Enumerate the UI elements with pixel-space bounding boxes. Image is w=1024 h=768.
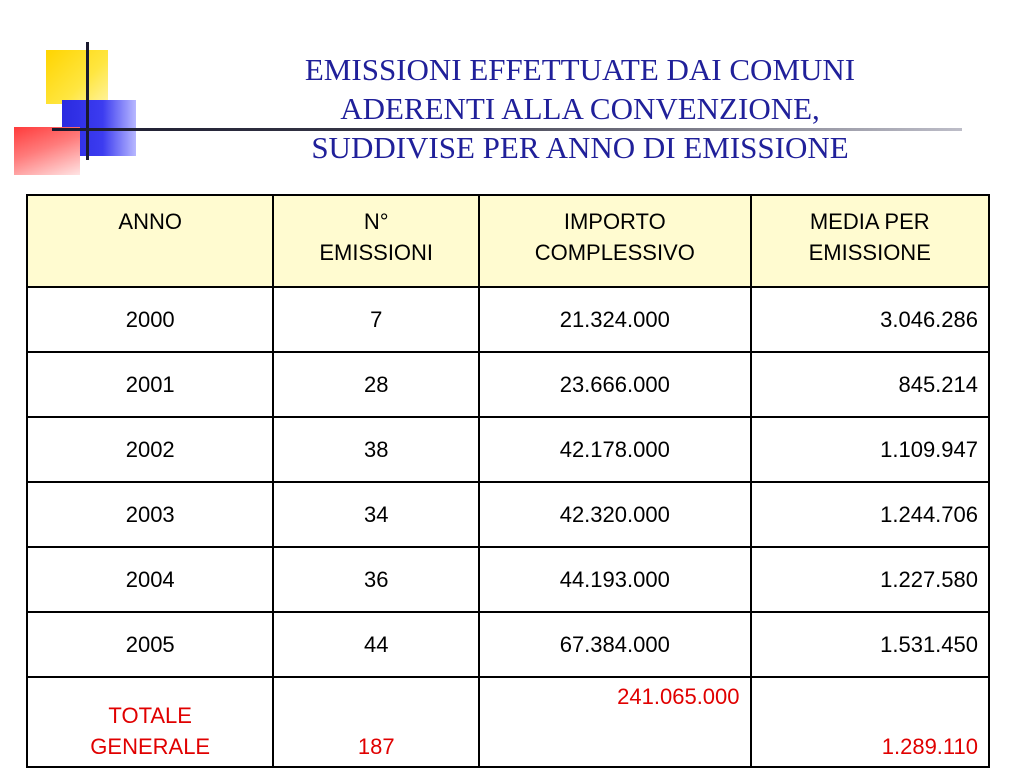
cell-anno: 2000 (27, 287, 273, 352)
cell-emissioni: 7 (273, 287, 479, 352)
total-importo: 241.065.000 (479, 677, 751, 767)
title-line-1: EMISSIONI EFFETTUATE DAI COMUNI (304, 52, 856, 87)
table-row (27, 612, 989, 677)
total-row (27, 677, 989, 767)
header-emissioni: N° EMISSIONI (273, 195, 479, 287)
table-row (27, 352, 989, 417)
header-importo: IMPORTO COMPLESSIVO (479, 195, 751, 287)
cell-anno: 2003 (27, 482, 273, 547)
cell-media: 3.046.286 (751, 287, 989, 352)
decor-yellow-square (46, 50, 108, 104)
header-anno: ANNO (27, 195, 273, 287)
cell-importo: 67.384.000 (479, 612, 751, 677)
cell-media: 845.214 (751, 352, 989, 417)
table-header-row (27, 195, 989, 287)
cell-media: 1.227.580 (751, 547, 989, 612)
cell-anno: 2004 (27, 547, 273, 612)
decor-red-square (14, 127, 80, 175)
table-row (27, 417, 989, 482)
total-label: TOTALE GENERALE (27, 677, 273, 767)
cell-anno: 2001 (27, 352, 273, 417)
cell-importo: 23.666.000 (479, 352, 751, 417)
cell-emissioni: 28 (273, 352, 479, 417)
title-line-2: ADERENTI ALLA CONVENZIONE, (340, 91, 820, 126)
cell-importo: 44.193.000 (479, 547, 751, 612)
cell-importo: 42.178.000 (479, 417, 751, 482)
decor-vertical-line (86, 42, 89, 160)
cell-media: 1.109.947 (751, 417, 989, 482)
cell-emissioni: 36 (273, 547, 479, 612)
cell-anno: 2002 (27, 417, 273, 482)
cell-emissioni: 44 (273, 612, 479, 677)
cell-emissioni: 38 (273, 417, 479, 482)
cell-media: 1.531.450 (751, 612, 989, 677)
cell-importo: 21.324.000 (479, 287, 751, 352)
table-row (27, 287, 989, 352)
total-emissioni: 187 (273, 677, 479, 767)
emissions-table (26, 194, 990, 768)
cell-media: 1.244.706 (751, 482, 989, 547)
slide-title (200, 50, 960, 167)
title-line-3: SUDDIVISE PER ANNO DI EMISSIONE (311, 130, 849, 165)
cell-anno: 2005 (27, 612, 273, 677)
total-media: 1.289.110 (751, 677, 989, 767)
table-row (27, 547, 989, 612)
cell-importo: 42.320.000 (479, 482, 751, 547)
table-row (27, 482, 989, 547)
header-media: MEDIA PER EMISSIONE (751, 195, 989, 287)
cell-emissioni: 34 (273, 482, 479, 547)
